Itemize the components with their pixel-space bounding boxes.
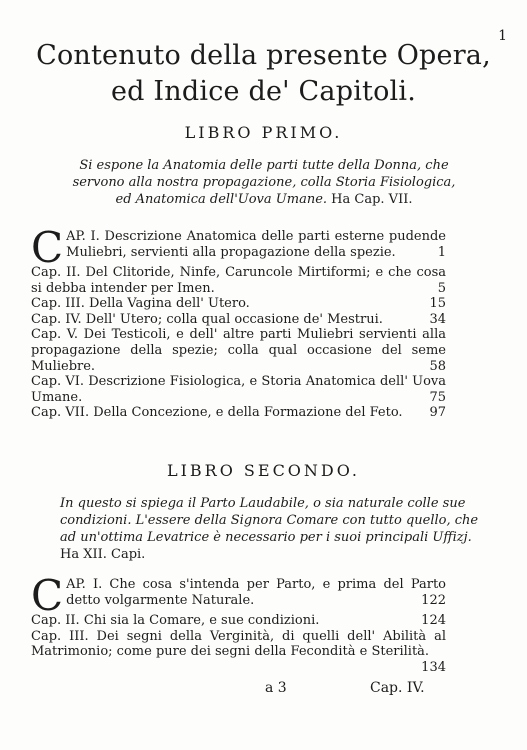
- page-title-line2: ed Indice de' Capitoli.: [110, 76, 416, 107]
- book1-heading: LIBRO PRIMO.: [184, 123, 343, 142]
- chapter-page-number: 97: [429, 405, 446, 421]
- chapter-entry: [31, 312, 446, 328]
- chapter-entry: [31, 629, 446, 676]
- chapter-page-number: 122: [421, 592, 446, 608]
- book2-chapter-count: Ha XII. Capi.: [60, 547, 146, 562]
- chapter-page-number: 75: [429, 389, 446, 405]
- chapter-entry: [31, 571, 446, 620]
- page-footer: [0, 680, 527, 696]
- chapter-title: Cap. II. Del Clitoride, Ninfe, Caruncole Mirtiformi; e che cosa si debba intender per Imen.: [31, 265, 446, 296]
- signature-mark: a 3: [265, 680, 287, 696]
- catchword: Cap. IV.: [370, 680, 425, 696]
- chapter-entry: [31, 613, 446, 629]
- chapter-entry: [31, 223, 446, 272]
- chapter-page-number: 34: [429, 311, 446, 327]
- chapter-title: Cap. VI. Descrizione Fisiologica, e Storia Anatomica dell' Uova Umane.: [31, 374, 446, 405]
- chapter-entry: [31, 296, 446, 312]
- chapter-page-number: 134: [421, 659, 446, 675]
- book2-heading: LIBRO SECONDO.: [166, 461, 361, 480]
- drop-cap: C: [31, 571, 64, 620]
- book2-summary: [60, 495, 480, 563]
- chapter-entry: [31, 265, 446, 296]
- chapter-page-number: 58: [429, 358, 446, 374]
- book1-summary-text: Si espone la Anatomia delle parti tutte della Donna, che servono alla nostra propagazione, colla Storia Fisiologica, ed Anatomica dell'Uova Umane.: [72, 158, 456, 207]
- chapter-title: Cap. IV. Dell' Utero; colla qual occasione de' Mestrui.: [31, 311, 383, 327]
- chapter-title: Cap. II. Chi sia la Comare, e sue condizioni.: [31, 613, 320, 628]
- chapter-title: Cap. III. Dei segni della Verginità, di quelli dell' Abilità al Matrimonio; come pure dei segni della Fecondità e Sterilità.: [31, 628, 446, 660]
- chapter-entry: [31, 374, 446, 405]
- book1-chapter-list: [31, 223, 446, 421]
- chapter-title: Cap. VII. Della Concezione, e della Formazione del Feto.: [31, 405, 403, 421]
- drop-cap: C: [31, 223, 64, 272]
- chapter-title: AP. I. Descrizione Anatomica delle parti esterne pudende Muliebri, servienti alla propagazione della spezie.: [66, 229, 446, 260]
- book2-chapter-list: [31, 571, 446, 675]
- chapter-page-number: 1: [437, 244, 446, 260]
- chapter-title: Cap. V. Dei Testicoli, e dell' altre parti Muliebri servienti alla propagazione della spezie; colla qual occasione del seme Muliebre.: [31, 327, 446, 374]
- page-title-line1: Contenuto della presente Opera,: [36, 40, 491, 71]
- chapter-title: AP. I. Che cosa s'intenda per Parto, e prima del Parto detto volgarmente Naturale.: [66, 577, 446, 608]
- book1-chapter-count: Ha Cap. VII.: [331, 192, 413, 207]
- book1-summary: [64, 157, 464, 208]
- chapter-page-number: 124: [421, 613, 446, 628]
- chapter-page-number: 5: [437, 280, 446, 296]
- chapter-entry: [31, 327, 446, 374]
- chapter-title: Cap. III. Della Vagina dell' Utero.: [31, 296, 250, 312]
- chapter-page-number: 15: [429, 296, 446, 312]
- chapter-entry: [31, 405, 446, 421]
- book2-summary-text: In questo si spiega il Parto Laudabile, o sia naturale colle sue condizioni. L'essere della Signora Comare con tutto quello, che ad un'ottima Levatrice è necessario per i suoi principali Uffizj.: [60, 496, 479, 545]
- page-number: 1: [498, 28, 507, 44]
